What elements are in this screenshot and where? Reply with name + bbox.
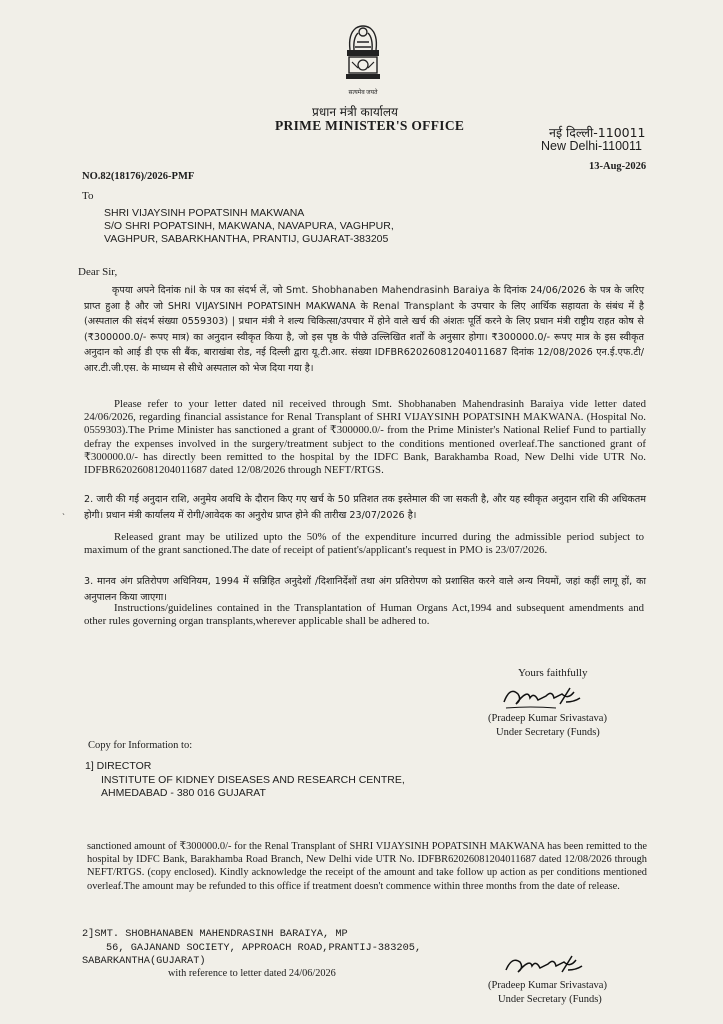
paragraph-1-english: Please refer to your letter dated nil received through Smt. Shobhanaben Mahendrasinh Baraiya vide letter dated 24/06/2026, regarding financial assistance for Renal Transplant of SHRI VIJAYSINH POPATSINH MAKWANA. (Hospital No. 0559303).The Prime Minister has sanctioned a grant of ₹300000.0/- from the Prime Minister's National Relief Fund to partially defray the expenses involved in the surgery/treatment subject to the conditions mentioned overleaf.The sanctioned grant of ₹300000.0/- has directly been remitted to the hospital by the IDFC Bank, Barakhamba Road, New Delhi vide UTR No. IDFBR62026081204011687 dated 12/08/2026 through NEFT/RTGS. — [84, 398, 646, 477]
copy-recipient-line: 2]SMT. SHOBHANABEN MAHENDRASINH BARAIYA, MP — [82, 928, 348, 940]
to-label: To — [82, 190, 94, 202]
national-emblem-icon — [340, 20, 386, 90]
address-line: SHRI VIJAYSINH POPATSINH MAKWANA — [104, 207, 305, 219]
signatory-name: (Pradeep Kumar Srivastava) — [488, 713, 607, 724]
copy-recipient-line: INSTITUTE OF KIDNEY DISEASES AND RESEARCH CENTRE, — [101, 773, 405, 786]
reference-number: NO.82(18176)/2026-PMF — [82, 171, 195, 182]
salutation: Dear Sir, — [78, 266, 118, 278]
copy-recipient-1 — [85, 760, 405, 801]
paragraph-3-hindi: 3. मानव अंग प्रतिरोपण अधिनियम, 1994 में सन्निहित अनुदेशों /दिशानिर्देशों तथा अंग प्रतिरोपण को प्रशासित करने वाले अन्य नियमों, जहां कहीं लागू हों, का अनुपालन किया जाएगा। — [84, 576, 646, 603]
office-name-english: PRIME MINISTER'S OFFICE — [275, 118, 465, 133]
address-line: VAGHPUR, SABARKHANTHA, PRANTIJ, GUJARAT-383205 — [104, 233, 389, 245]
copy-reference: with reference to letter dated 24/06/2026 — [168, 968, 336, 979]
address-line: S/O SHRI POPATSINH, MAKWANA, NAVAPURA, VAGHPUR, — [104, 220, 394, 232]
paragraph-2-english: Released grant may be utilized upto the 50% of the expenditure incurred during the admissible period subject to maximum of the grant sanctioned.The date of receipt of patient's/applicant's request in PMO is 23/07/2026. — [84, 531, 644, 557]
copy-recipient-2 — [82, 928, 421, 969]
signature-icon — [502, 950, 587, 980]
city-hindi: नई दिल्ली-110011 — [549, 125, 646, 140]
copy-text: sanctioned amount of ₹300000.0/- for the Renal Transplant of SHRI VIJAYSINH POPATSINH MAKWANA has been remitted to the hospital by IDFC Bank, Barakhamba Road Branch, New Delhi vide UTR No. IDFBR62026081204011687 dated 12/08/2026 through NEFT/RTGS. (copy enclosed). Kindly acknowledge the receipt of the amount and take follow up action as per conditions mentioned overleaf.The amount may be refunded to this office if treatment doesn't commence within three months from the date of release. — [87, 841, 647, 892]
signature-icon — [500, 680, 585, 712]
copy-label: Copy for Information to: — [88, 740, 193, 751]
office-name-hindi: प्रधान मंत्री कार्यालय — [312, 105, 399, 119]
paragraph-1-hindi: कृपया अपने दिनांक nil के पत्र का संदर्भ लें, जो Smt. Shobhanaben Mahendrasinh Baraiya के दिनांक 24/06/2026 के पत्र के जरिए प्राप्त हुआ है और जो SHRI VIJAYSINH POPATSINH MAKWANA के Renal Transplant के उपचार के लिए आर्थिक सहायता के संबंध में है (अस्पताल की संदर्भ संख्या 0559303) | प्रधान मंत्री ने शल्य चिकित्सा/उपचार में होने वाले खर्च की अंशतः पूर्ति करने के लिए प्रधान मंत्री राष्ट्रीय राहत कोष से (₹300000.0/- रूपए मात्र) का अनुदान स्वीकृत किया है, जो इस पृष्ठ के पीछे उल्लिखित शर्तों के अनुसार होगा। ₹300000.0/- रूपए मात्र के इस स्वीकृत अनुदान को आई डी एफ सी बैंक, बाराखंबा रोड, नई दिल्ली द्वारा यू.टी.आर. संख्या IDFBR62026081204011687 दिनांक 12/08/2026 एन.ई.एफ.टी/आर.टी.जी.एस. के माध्यम से सीधे अस्पताल को भेज दिया गया है। — [84, 285, 644, 374]
copy-recipient-line: 1] DIRECTOR — [85, 760, 152, 772]
closing: Yours faithfully — [518, 667, 588, 679]
emblem-motto: सत्यमेव जयते — [348, 90, 378, 96]
signatory-designation: Under Secretary (Funds) — [498, 994, 602, 1005]
paragraph-2-hindi: 2. जारी की गई अनुदान राशि, अनुमेय अवधि के दौरान किए गए खर्च के 50 प्रतिशत तक इस्तेमाल की जा सकती है, और यह स्वीकृत अनुदान राशि की अधिकतम होगी। प्रधान मंत्री कार्यालय में रोगी/आवेदक का अनुरोध प्राप्त होने की तारीख 23/07/2026 है। — [84, 494, 646, 521]
paragraph-3-english: Instructions/guidelines contained in the Transplantation of Human Organs Act,1994 and subsequent amendments and other rules governing organ transplants,wherever applicable shall be adhered to. — [84, 602, 644, 628]
copy-recipient-line: 56, GAJANAND SOCIETY, APPROACH ROAD,PRANTIJ-383205, — [106, 941, 422, 954]
copy-recipient-line: AHMEDABAD - 380 016 GUJARAT — [101, 787, 266, 799]
letter-date: 13-Aug-2026 — [589, 161, 647, 172]
signatory-designation: Under Secretary (Funds) — [496, 727, 600, 738]
city-english: New Delhi-110011 — [541, 139, 642, 153]
recipient-address — [104, 207, 394, 246]
signatory-name: (Pradeep Kumar Srivastava) — [488, 980, 607, 991]
margin-mark: ` — [62, 512, 65, 522]
copy-recipient-line: SABARKANTHA(GUJARAT) — [82, 955, 206, 967]
